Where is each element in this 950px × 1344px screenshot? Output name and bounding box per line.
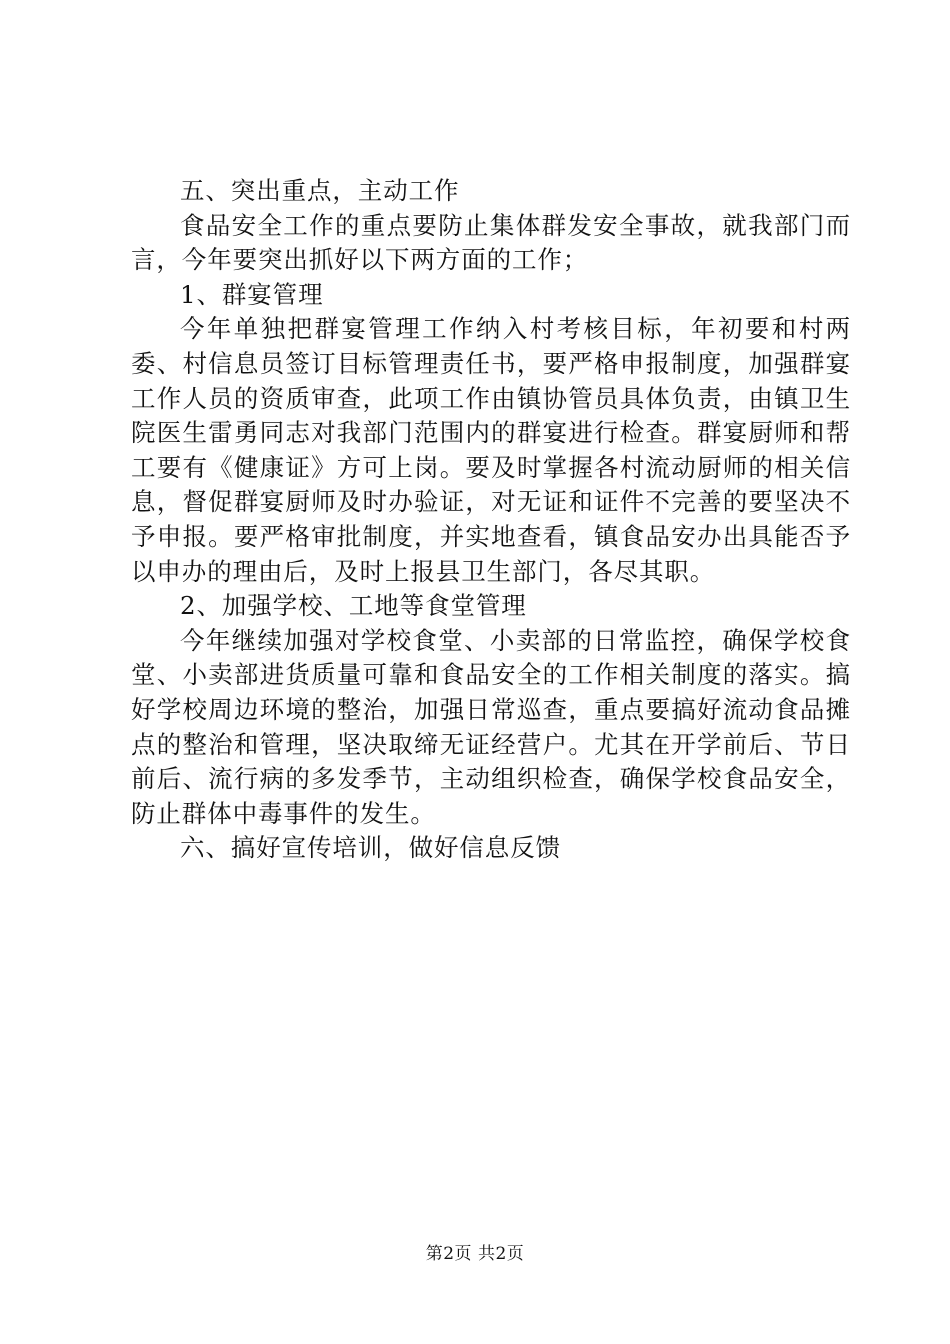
item2-heading: 2、加强学校、工地等食堂管理 xyxy=(180,591,527,621)
item1-body-paragraph: 今年单独把群宴管理工作纳入村考核目标，年初要和村两委、村信息员签订目标管理责任书，要严格申报制度，加强群宴工作人员的资质审查，此项工作由镇协管员具体负责，由镇卫生院医生雷勇同志对我部门范围内的群宴进行检查。群宴厨师和帮工要有《健康证》方可上岗。要及时掌握各村流动厨师的相关信息，督促群宴厨师及时办验证，对无证和证件不完善的要坚决不予申报。要严格审批制度，并实地查看，镇食品安办出具能否予以申办的理由后，及时上报县卫生部门，各尽其职。 xyxy=(131,314,851,586)
document-body xyxy=(131,174,851,866)
item2-body-paragraph: 今年继续加强对学校食堂、小卖部的日常监控，确保学校食堂、小卖部进货质量可靠和食品安全的工作相关制度的落实。搞好学校周边环境的整治，加强日常巡查，重点要搞好流动食品摊点的整治和管理，坚决取缔无证经营户。尤其在开学前后、节日前后、流行病的多发季节，主动组织检查，确保学校食品安全，防止群体中毒事件的发生。 xyxy=(131,625,851,828)
section5-heading: 五、突出重点，主动工作 xyxy=(180,176,460,205)
section5-intro-paragraph: 食品安全工作的重点要防止集体群发安全事故，就我部门而言，今年要突出抓好以下两方面的工作； xyxy=(131,210,851,275)
page-number-footer: 第2页 共2页 xyxy=(425,1244,525,1264)
section6-heading: 六、搞好宣传培训，做好信息反馈 xyxy=(180,833,561,863)
item1-heading: 1、群宴管理 xyxy=(180,279,324,309)
